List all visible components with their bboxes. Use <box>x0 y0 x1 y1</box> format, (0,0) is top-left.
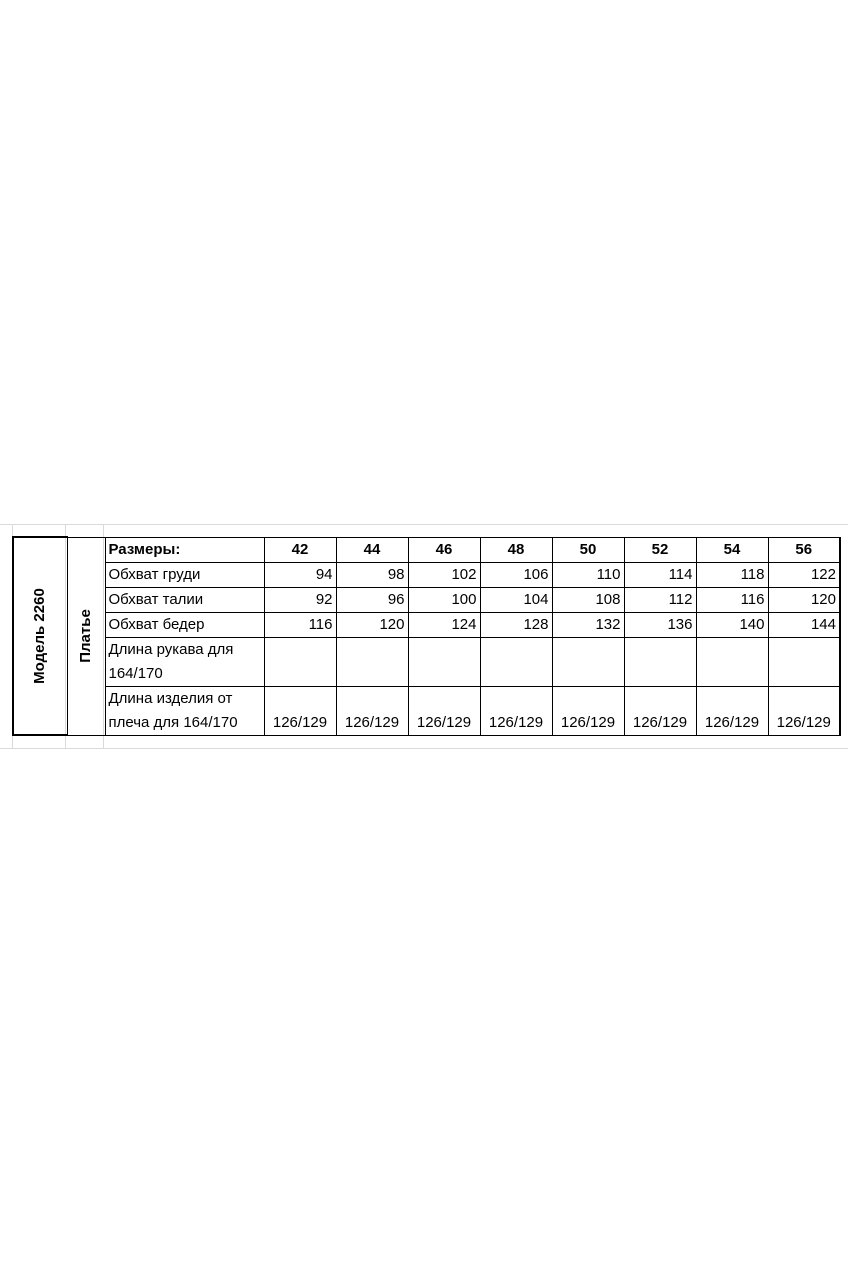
table-cell <box>624 637 696 686</box>
table-cell: 126/129 <box>768 686 840 735</box>
table-cell: 116 <box>696 587 768 612</box>
table-cell: 126/129 <box>480 686 552 735</box>
table-cell: 116 <box>264 612 336 637</box>
table-cell: 128 <box>480 612 552 637</box>
table-cell: 118 <box>696 562 768 587</box>
table-cell: 108 <box>552 587 624 612</box>
table-cell <box>408 637 480 686</box>
table-cell: 96 <box>336 587 408 612</box>
gridline <box>0 748 848 749</box>
measure-label: Длина изделия от плеча для 164/170 <box>105 686 264 735</box>
size-header: 46 <box>408 537 480 562</box>
model-label: Модель 2260 <box>31 588 49 684</box>
table-row <box>13 587 840 612</box>
table-cell: 126/129 <box>552 686 624 735</box>
size-header: 56 <box>768 537 840 562</box>
size-chart <box>12 536 841 736</box>
table-cell <box>696 637 768 686</box>
table-cell <box>336 637 408 686</box>
table-cell: 120 <box>336 612 408 637</box>
measure-label: Обхват груди <box>105 562 264 587</box>
table-cell <box>768 637 840 686</box>
table-cell: 126/129 <box>408 686 480 735</box>
product-cell <box>67 537 105 735</box>
table-cell: 106 <box>480 562 552 587</box>
table-row <box>13 637 840 686</box>
table-cell: 124 <box>408 612 480 637</box>
table-cell: 120 <box>768 587 840 612</box>
size-table <box>12 536 841 736</box>
table-cell <box>480 637 552 686</box>
size-header: 44 <box>336 537 408 562</box>
table-cell <box>264 637 336 686</box>
table-row <box>13 612 840 637</box>
table-cell: 102 <box>408 562 480 587</box>
table-row <box>13 686 840 735</box>
table-cell: 92 <box>264 587 336 612</box>
table-cell: 110 <box>552 562 624 587</box>
table-cell: 104 <box>480 587 552 612</box>
table-cell: 126/129 <box>624 686 696 735</box>
table-cell: 122 <box>768 562 840 587</box>
table-row <box>13 562 840 587</box>
table-row <box>13 537 840 562</box>
table-cell: 140 <box>696 612 768 637</box>
size-header: 50 <box>552 537 624 562</box>
size-header: 54 <box>696 537 768 562</box>
table-cell: 94 <box>264 562 336 587</box>
table-cell: 126/129 <box>696 686 768 735</box>
sizes-header-label: Размеры: <box>105 537 264 562</box>
measure-label: Обхват талии <box>105 587 264 612</box>
table-cell: 112 <box>624 587 696 612</box>
table-cell: 114 <box>624 562 696 587</box>
gridline <box>0 524 848 525</box>
table-cell <box>552 637 624 686</box>
table-cell: 136 <box>624 612 696 637</box>
size-header: 48 <box>480 537 552 562</box>
table-cell: 100 <box>408 587 480 612</box>
table-cell: 98 <box>336 562 408 587</box>
measure-label: Длина рукава для 164/170 <box>105 637 264 686</box>
measure-label: Обхват бедер <box>105 612 264 637</box>
table-cell: 144 <box>768 612 840 637</box>
table-cell: 126/129 <box>264 686 336 735</box>
model-cell <box>13 537 67 735</box>
size-header: 52 <box>624 537 696 562</box>
table-cell: 132 <box>552 612 624 637</box>
size-header: 42 <box>264 537 336 562</box>
product-label: Платье <box>77 609 94 663</box>
table-cell: 126/129 <box>336 686 408 735</box>
